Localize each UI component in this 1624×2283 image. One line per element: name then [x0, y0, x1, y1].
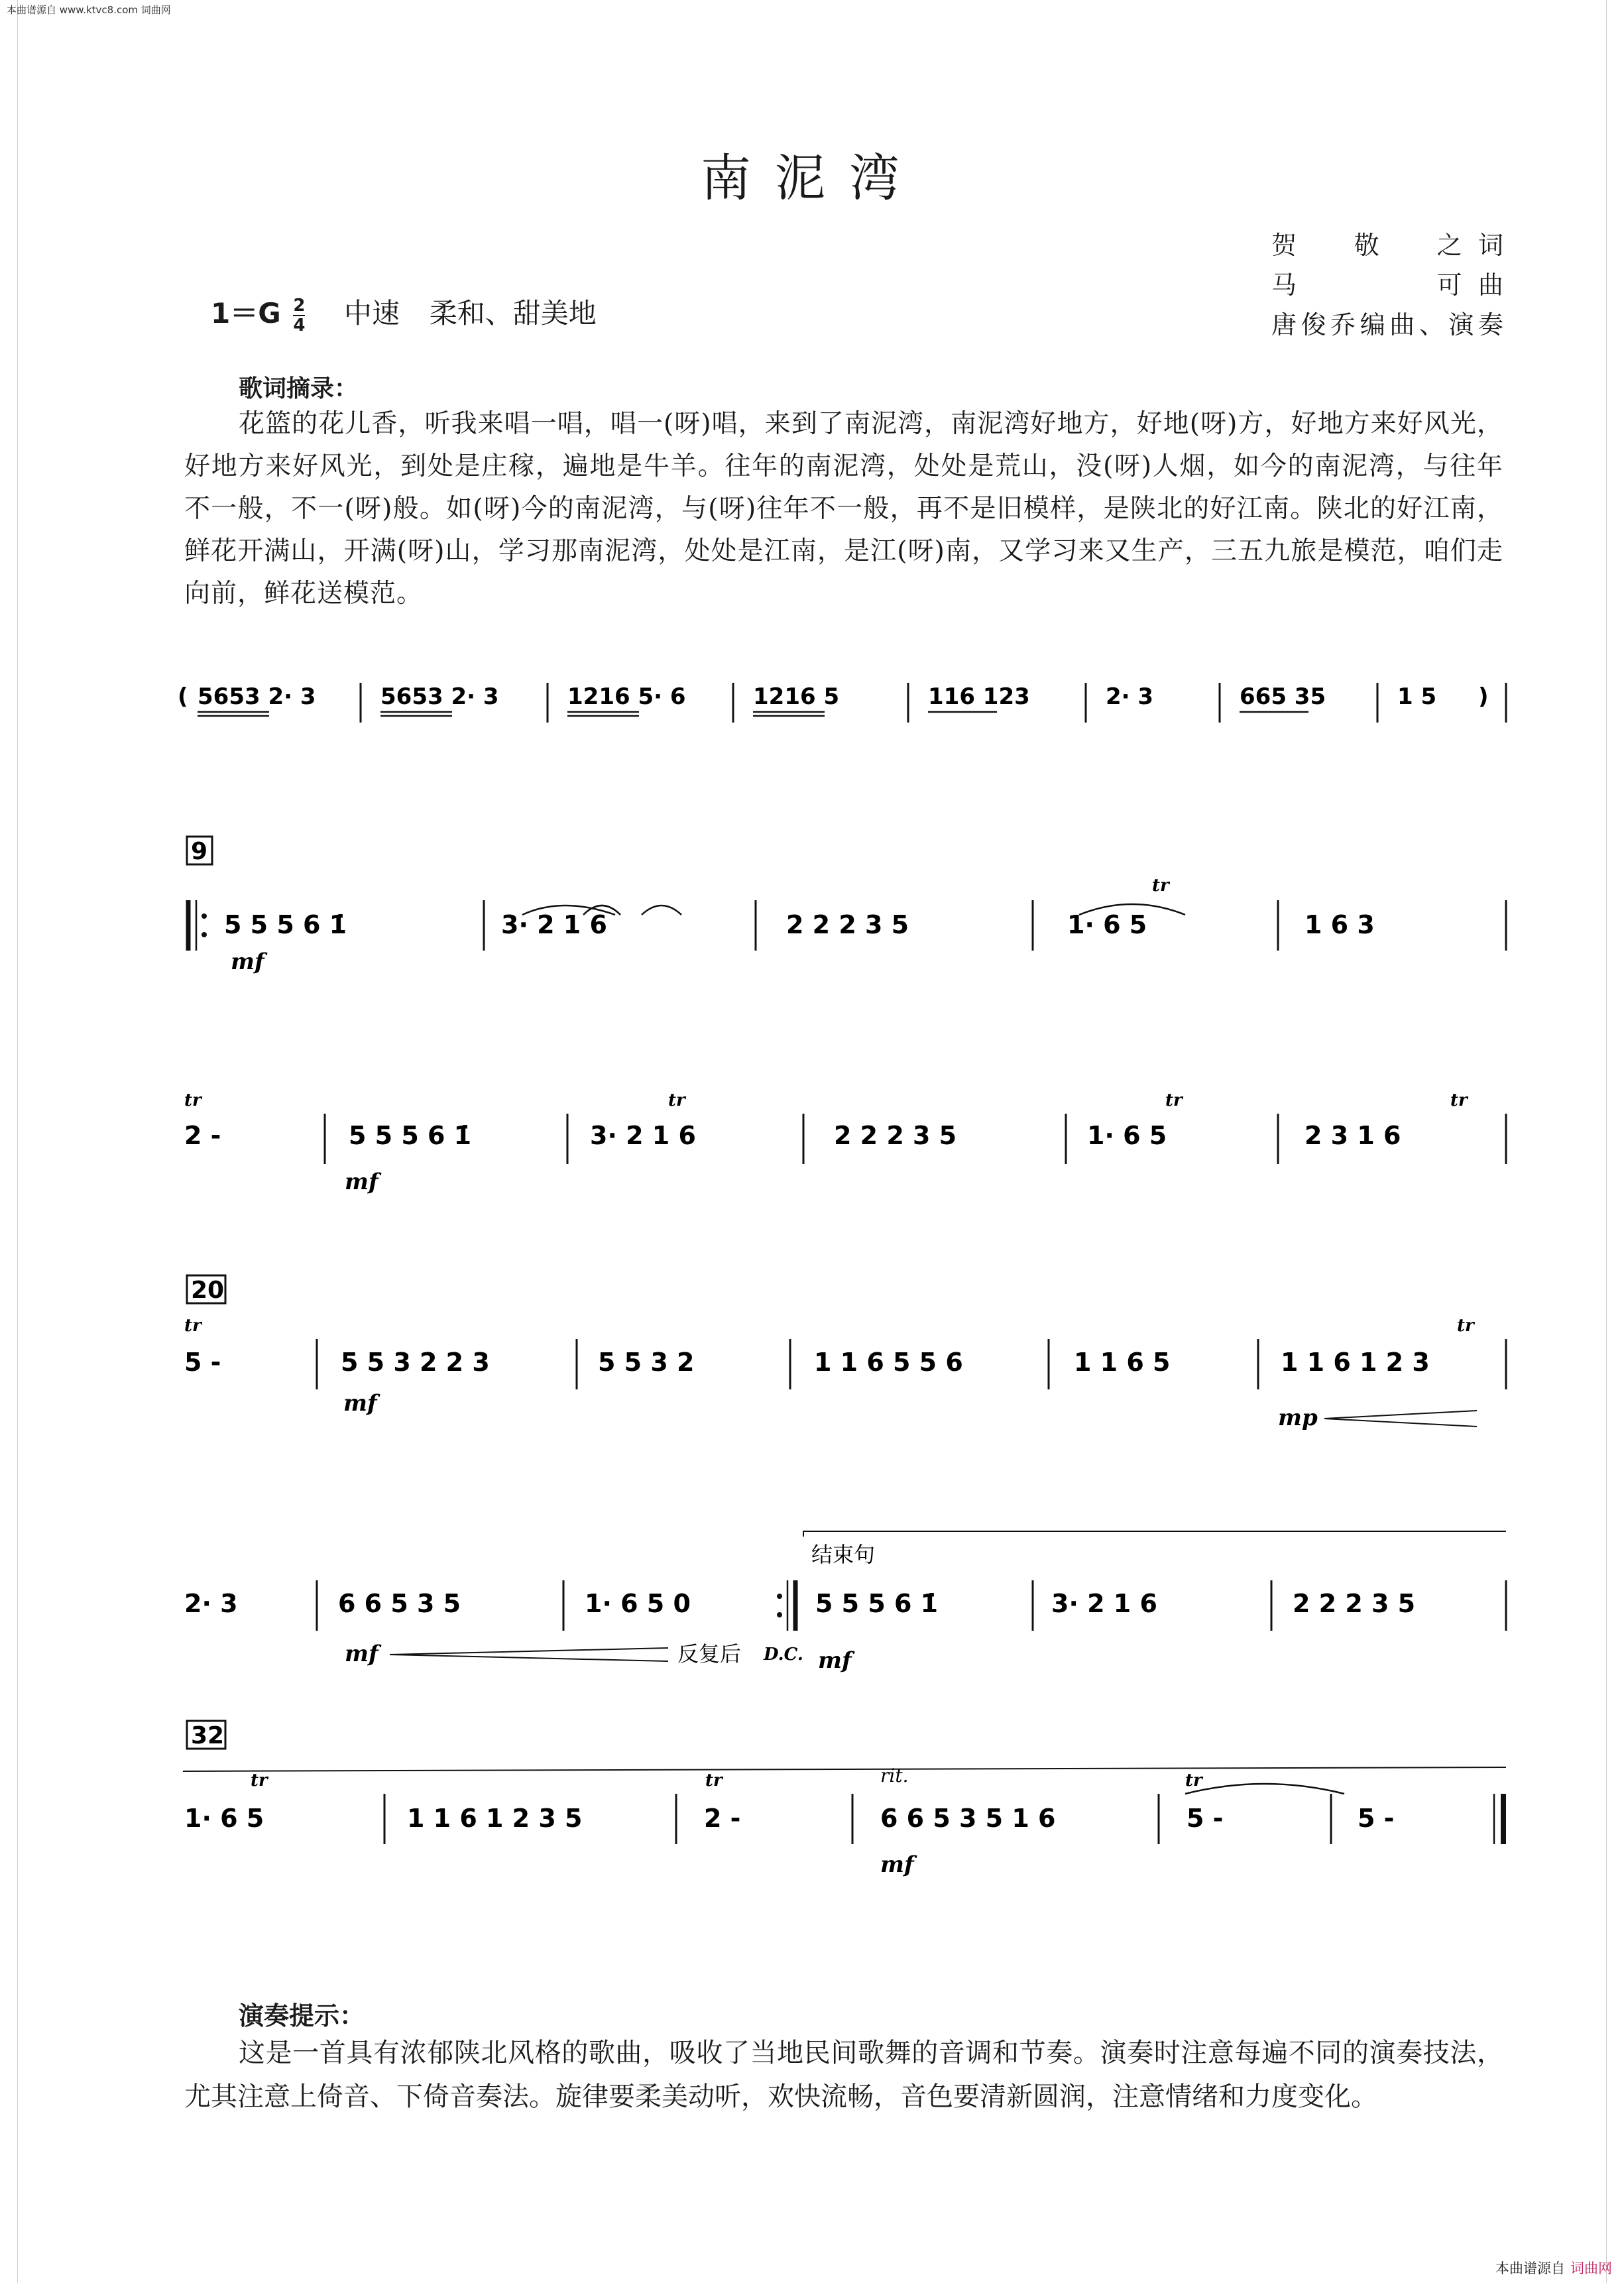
- line4-measure-5: 3· 2 1 6: [1051, 1589, 1157, 1618]
- trill-mark: tr: [668, 1090, 685, 1110]
- time-signature-bottom: 4: [293, 315, 306, 335]
- composer-credit: 马 可曲: [1271, 270, 1503, 300]
- footer-site-name: 词曲网: [1570, 2260, 1612, 2276]
- dynamic-mf: mf: [880, 1851, 914, 1878]
- dynamic-mf: mf: [345, 1169, 378, 1195]
- intro-measure-2: 5653 2· 3: [380, 683, 499, 710]
- line5-measure-1: 1· 6 5: [184, 1804, 264, 1833]
- line1-measure-2: 3· 2 1 6: [501, 910, 607, 939]
- line5-measure-5: 5 -: [1187, 1804, 1224, 1833]
- intro-measure-6: 2· 3: [1106, 683, 1154, 710]
- lyrics-heading: 歌词摘录：: [239, 375, 359, 402]
- trill-mark: tr: [1165, 1090, 1183, 1110]
- crescendo-hairpin: [390, 1648, 668, 1661]
- line4-measure-3: 1· 6 5 0: [585, 1589, 691, 1618]
- crescendo-hairpin: [1324, 1411, 1477, 1427]
- trill-mark: tr: [1152, 876, 1169, 896]
- staff-line-4: [178, 1525, 1510, 1684]
- left-margin-strip: [0, 0, 18, 2283]
- line1-measure-5: 1 6 3: [1305, 910, 1375, 939]
- line3-measure-2: 5 5 3 2 2 3: [341, 1348, 490, 1377]
- rehearsal-mark-9: 9: [191, 838, 208, 865]
- line3-measure-5: 1 1 6 5: [1074, 1348, 1171, 1377]
- trill-mark: tr: [705, 1771, 723, 1790]
- line5-measure-2: 1 1 6 1 2 3 5: [407, 1804, 583, 1833]
- time-signature: [293, 296, 305, 335]
- staff-line-5: [178, 1721, 1510, 1893]
- performance-tips-text: 这是一首具有浓郁陕北风格的歌曲，吸收了当地民间歌舞的音调和节奏。演奏时注意每遍不同的演奏技法，尤其注意上倚音、下倚音奏法。旋律要柔美动听，欢快流畅，音色要清新圆润，注意情绪和力度变化。: [184, 2038, 1503, 2112]
- line2-measure-4: 2 2 2 3 5: [834, 1121, 957, 1150]
- line3-measure-1: 5 -: [184, 1348, 221, 1377]
- lyrics-text: 花篮的花儿香，听我来唱一唱，唱一(呀)唱，来到了南泥湾，南泥湾好地方，好地(呀)方，好地方来好风光，好地方来好风光，到处是庄稼，遍地是牛羊。往年的南泥湾，处处是荒山，没(呀)人烟，如今的南泥湾，与往年不一般，不一(呀)般。如(呀)今的南泥湾，与(呀)往年不一般，再不是旧模样，是陕北的好江南。陕北的好江南，鲜花开满山，开满(呀)山，学习那南泥湾，处处是江南，是江(呀)南，又学习来又生产，三五九旅是模范，咱们走向前，鲜花送模范。: [184, 409, 1503, 609]
- line3-measure-6: 1 1 6 1 2 3: [1281, 1348, 1430, 1377]
- arranger-credit: 唐俊乔编曲、演奏: [1271, 310, 1503, 339]
- rehearsal-mark-20: 20: [191, 1277, 225, 1304]
- line4-measure-6: 2 2 2 3 5: [1293, 1589, 1416, 1618]
- staff-line-2: [178, 1087, 1510, 1220]
- staff-line-5-graphic: [178, 1721, 1510, 1893]
- line5-measure-6: 5 -: [1358, 1804, 1395, 1833]
- intro-staff: [178, 670, 1510, 742]
- staff-line-3: [178, 1275, 1510, 1434]
- staff-line-3-graphic: [178, 1275, 1510, 1434]
- rit-mark: rit.: [880, 1765, 909, 1786]
- line2-measure-2: 5 5 5 6 1̇: [349, 1121, 472, 1150]
- credits: [1271, 225, 1503, 345]
- dynamic-mf: mf: [343, 1390, 377, 1417]
- line4-measure-2: 6 6 5 3 5: [338, 1589, 461, 1618]
- intro-measure-5: 116 123: [928, 683, 1030, 710]
- tempo-marking: 中速: [344, 297, 400, 329]
- staff-line-1-graphic: [178, 837, 1510, 996]
- trill-mark: tr: [184, 1090, 202, 1110]
- time-signature-top: 2: [293, 295, 306, 316]
- line2-measure-5: 1· 6 5: [1087, 1121, 1167, 1150]
- header-source-note: 本曲谱源自 www.ktvc8.com 词曲网: [7, 4, 171, 16]
- footer-source: [1495, 2258, 1612, 2278]
- line2-measure-3: 3· 2 1 6: [590, 1121, 696, 1150]
- intro-measure-1: 5653 2· 3: [198, 683, 316, 710]
- key-signature-line: [211, 292, 597, 335]
- ending-label: 结束句: [811, 1542, 876, 1567]
- dynamic-mp: mp: [1278, 1405, 1318, 1431]
- rehearsal-mark-32: 32: [191, 1722, 225, 1749]
- performance-tips-heading: 演奏提示：: [239, 2001, 365, 2030]
- line1-measure-4: 1· 6 5: [1067, 910, 1147, 939]
- line1-measure-1: 5 5 5 6 1̇: [224, 910, 347, 939]
- trill-mark: tr: [1457, 1316, 1474, 1336]
- intro-measure-3: 1216 5· 6: [567, 683, 686, 710]
- line4-measure-4: 5 5 5 6 1̇: [815, 1589, 939, 1618]
- song-title: 南泥湾: [701, 148, 923, 207]
- line3-measure-4: 1 1 6 5 5 6: [814, 1348, 963, 1377]
- dynamic-mf: mf: [345, 1641, 378, 1667]
- dynamic-mf: mf: [231, 949, 264, 975]
- line4-measure-1: 2· 3: [184, 1589, 238, 1618]
- dynamic-mf: mf: [818, 1647, 852, 1674]
- line3-measure-3: 5 5 3 2: [598, 1348, 695, 1377]
- intro-staff-graphic: [178, 670, 1510, 742]
- trill-mark: tr: [251, 1771, 268, 1790]
- key-signature: 1＝G: [211, 297, 281, 329]
- intro-measure-8: 1 5: [1397, 683, 1437, 710]
- staff-line-2-graphic: [178, 1087, 1510, 1220]
- intro-close-paren: ): [1478, 683, 1489, 710]
- intro-open-paren: (: [178, 683, 188, 710]
- dc-mark: D.C.: [764, 1645, 803, 1665]
- trill-mark: tr: [1450, 1090, 1468, 1110]
- intro-measure-7: 665 35: [1240, 683, 1326, 710]
- expression-marking: 柔和、甜美地: [429, 297, 597, 329]
- lyricist-credit: 贺 敬 之词: [1271, 231, 1503, 260]
- line5-measure-4: 6 6 5 3 5 1 6: [880, 1804, 1056, 1833]
- intro-measure-4: 1216 5: [753, 683, 840, 710]
- trill-mark: tr: [184, 1316, 202, 1336]
- right-margin-strip: [1606, 0, 1624, 2283]
- footer-source-prefix: 本曲谱源自: [1495, 2260, 1565, 2276]
- line2-measure-1: 2 -: [184, 1121, 221, 1150]
- staff-line-1: [178, 837, 1510, 996]
- trill-mark: tr: [1185, 1771, 1202, 1790]
- dc-text: 反复后: [677, 1641, 742, 1667]
- line5-measure-3: 2 -: [704, 1804, 741, 1833]
- line2-measure-6: 2 3 1 6: [1305, 1121, 1401, 1150]
- staff-line-4-graphic: [178, 1525, 1510, 1684]
- line1-measure-3: 2 2 2 3 5: [786, 910, 909, 939]
